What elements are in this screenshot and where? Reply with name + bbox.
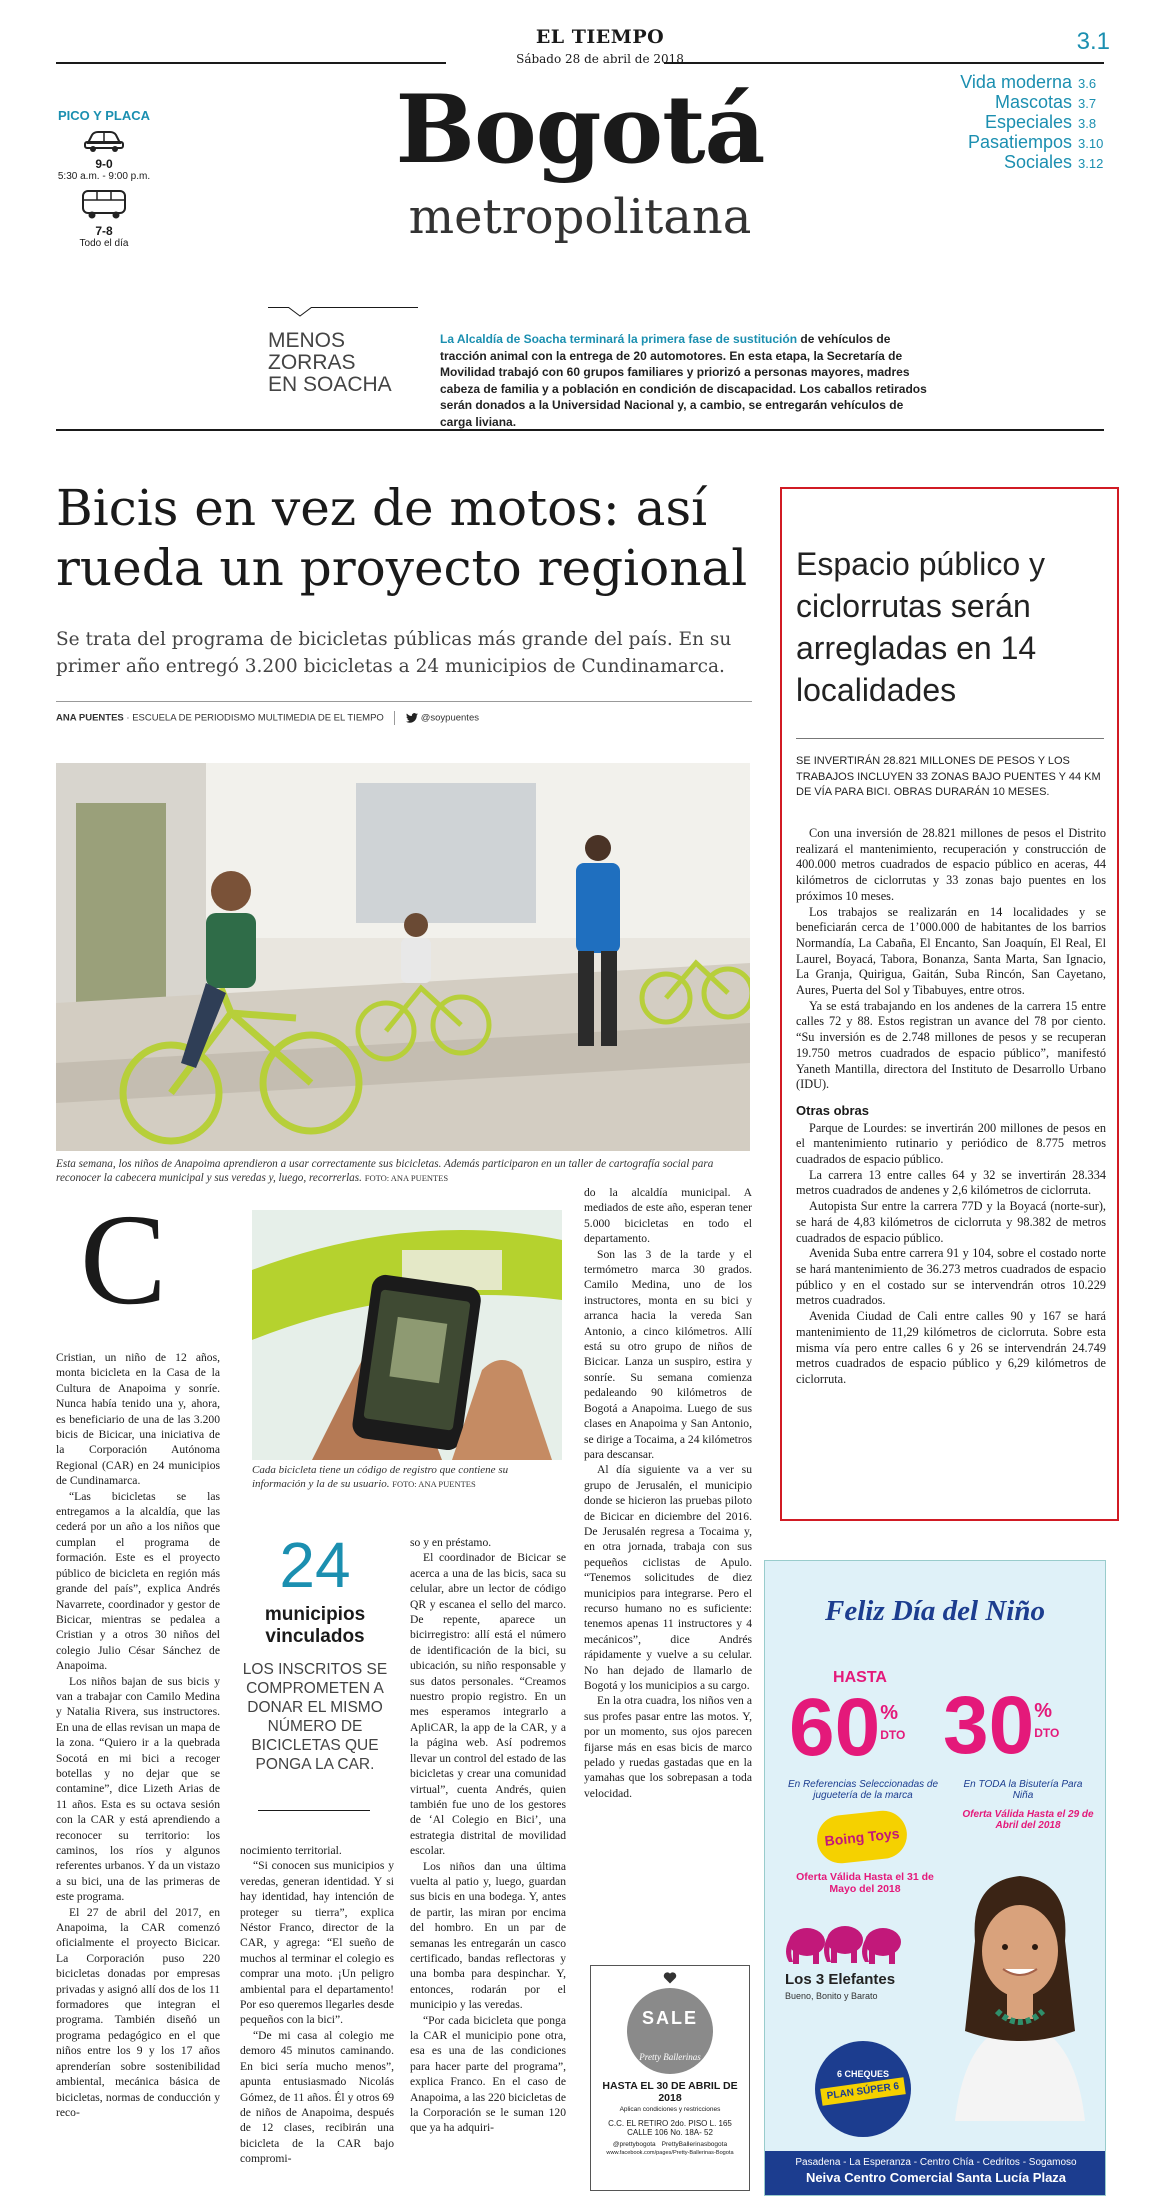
teaser-lead: La Alcaldía de Soacha terminará la primera fase de sustitución <box>440 332 798 346</box>
drop-cap: C <box>80 1188 167 1332</box>
nav-item-mascotas[interactable]: Mascotas 3.7 <box>994 92 1097 112</box>
body-column-3: so y en préstamo. El coordinador de Bicicar se acerca a una de las bicis, saca su celular, abre un lector de código QR y escanea el sello del marco. De repente, aparece un bicirregistro: allí está el número de identificación de la bici, su ubicación, su niño responsable y sus datos personales. “Creamos nuestro propio registro. En un mes esperamos integrarlo a ApliCAR, la app de la CAR, y a la página web. Así podremos llevar un control del estado de las bicicletas y crear una comunidad virtual”, cuenta Andrés, quien también fue uno de los gestores de ‘Al Colegio en Bici’, una estrategia distrital de movilidad escolar. Los niños dan una última vuelta al patio y, luego, guardan sus bicis en una bodega. Y, antes de partir, las miran por encima del hombro. En un par de semanas les entregarán un casco certificado, bandas reflectoras y una bomba para despinchar. Y, entonces, rodarán por el municipio y las veredas. “Por cada bicicleta que ponga la CAR el municipio pone otra, esa es una de las condiciones para hacer parte del programa”, explica Franco. En el caso de Anapoima, a las 220 bicicletas de la Corporación se le suman 120 que ya ha adquiri- <box>410 1536 566 2135</box>
ad-left-valid: Oferta Válida Hasta el 31 de Mayo del 2018 <box>796 1871 934 1895</box>
teaser-bottom-rule <box>56 429 1104 431</box>
elefantes-ad[interactable] <box>764 1560 1106 2196</box>
byline-role: · ESCUELA DE PERIODISMO MULTIMEDIA DE EL TIEMPO <box>123 712 384 724</box>
sale-url[interactable]: www.facebook.com/pages/Pretty-Ballerinas-Bogota <box>606 2150 734 2156</box>
ad-right-text: En TODA la Bisutería Para Niña <box>963 1779 1083 1801</box>
elephants-logo <box>785 1916 905 1966</box>
sale-brand: Pretty Ballerinas <box>639 2052 701 2062</box>
sidebar-summary: SE INVERTIRÁN 28.821 MILLONES DE PESOS Y LOS TRABAJOS INCLUYEN 33 ZONAS BAJO PUENTES Y 44 KM DE VÍA PARA BICI. OBRAS DURARÁN 10 MESES. <box>796 755 1101 798</box>
car-icon <box>82 127 126 153</box>
ad-left-text: En Referencias Seleccionadas de juguetería de la marca <box>787 1779 939 1801</box>
inset-photo <box>252 1210 562 1460</box>
byline-rule <box>56 701 752 702</box>
nav-item-especiales[interactable]: Especiales 3.8 <box>984 112 1097 132</box>
sale-address-1: C.C. EL RETIRO 2do. PISO L. 165 <box>608 2119 732 2128</box>
main-photo <box>56 763 750 1151</box>
section-title: Bogotá <box>395 75 765 185</box>
ad-banner: Feliz Día del Niño <box>825 1595 1045 1627</box>
top-rule-right <box>664 62 1104 64</box>
twitter-icon <box>406 713 418 723</box>
byline <box>56 711 756 725</box>
photo-credit: FOTO: ANA PUENTES <box>364 1173 449 1183</box>
body-column-2: nocimiento territorial. “Si conocen sus municipios y veredas, generan identidad. Y si hay identidad, hay intención de proteger su tierra”, explica Néstor Franco, director de la CAR, y agrega: “El sueño de muchos al terminar el colegio es comprar una moto. ¡Un peligro ambiental para el departamento! Por eso queremos llegarles desde pequeños con la bici”. “De mi casa al colegio me demoro 45 minutos caminando. En bici sería mucho menos”, apunta entusiasmado Nicolás Gómez, de 11 años. Él y otros 69 de niños de Anapoima, después de 12 clases, recibirán una bicicleta de la CAR bajo compromi- <box>240 1844 394 2166</box>
instagram-handle[interactable]: @prettybogota <box>612 2141 656 2148</box>
top-rule-left <box>56 62 446 64</box>
ad-store-tagline: Bueno, Bonito y Barato <box>785 1991 878 2001</box>
car-digits: 9-0 <box>95 157 113 171</box>
teaser-notch <box>288 307 312 317</box>
sidebar-subhead: Otras obras <box>796 1102 869 1118</box>
byline-author: ANA PUENTES <box>56 712 124 724</box>
facebook-handle[interactable]: PrettyBallerinasbogota <box>661 2141 728 2148</box>
byline-handle[interactable]: @soypuentes <box>420 712 479 724</box>
teaser-text: La Alcaldía de Soacha terminará la primera fase de sustitución de vehículos de tracción animal con la entrega de 20 automotores. En esta etapa, la Secretaría de Movilidad trabajó con 60 grupos familiares y priorizó a personas mayores, madres cabeza de familia y a población en condición de discapacidad. Los caballos retirados serán donados a la Universidad Nacional y, a cambio, se entregarán vehículos de carga liviana. <box>440 332 927 429</box>
nav-item-pasatiempos[interactable]: Pasatiempos 3.10 <box>967 132 1104 152</box>
bus-hours: Todo el día <box>79 238 129 249</box>
sale-conditions: Aplican condiciones y restricciones <box>619 2106 721 2113</box>
car-hours: 5:30 a.m. - 9:00 p.m. <box>57 171 151 182</box>
stat-number: 24 <box>279 1529 351 1601</box>
main-headline: Bicis en vez de motos: así rueda un proyecto regional <box>56 479 748 597</box>
body-column-4: do la alcaldía municipal. A mediados de este año, esperan tener 5.000 bicicletas en todo el departamento. Son las 3 de la tarde y el termómetro marca 30 grados. Camilo Medina, uno de los instructores, monta en su bici y arranca hacia la vereda San Antonio, a cinco kilómetros. Allí está su otro grupo de niños de Bicicar. Lanza un suspiro, estira y sonríe. Su semana comienza pedaleando 90 kilómetros de Bogotá a Anapoima. Luego de sus clases en Anapoima y San Antonio, se dirige a Tocaima, a 24 kilómetros para descansar. Al día siguiente va a ver su grupo de Jerusalén, el municipio donde se hicieron las pruebas piloto de Bicicar en diciembre del 2016. De Jerusalén regresa a Tocaima y, en otra jornada, trabaja con sus pequeños ciclistas de Apulo. “Tenemos solicitudes de diez municipios para integrarse. Pero el recurso humano no es suficiente: tenemos apenas 11 instructores y 4 mecánicos”, dice Andrés rápidamente y vuelve a su celular. No han dejado de llamarlo de Bogotá y los municipios a su cargo. En la otra cuadra, los niños ven a sus profes pasar entre las motos. Y, por un momento, sus ojos parecen fijarse más en esas bicis de marco pelado y ruedas gastadas que en la yamahas que los sobrepasan a toda velocidad. <box>584 1186 753 1800</box>
sale-word: SALE <box>627 1988 713 2074</box>
main-deck: Se trata del programa de bicicletas públicas más grande del país. En su primer año entregó 3.200 bicicletas a 24 municipios de Cundinamarca. <box>56 629 732 677</box>
pico-placa-box <box>56 108 152 249</box>
nav-item-sociales[interactable]: Sociales 3.12 <box>1003 152 1104 172</box>
pico-placa-title: PICO Y PLACA <box>58 108 150 123</box>
page-number: 3.1 <box>1076 28 1110 55</box>
sidebar-rule <box>796 738 1104 739</box>
stat-text: LOS INSCRITOS SE COMPROMETEN A DONAR EL MISMO NÚMERO DE BICICLETAS QUE PONGA LA CAR. <box>242 1661 388 1773</box>
sale-social <box>591 2141 749 2148</box>
ad-left-hasta: HASTA <box>833 1669 887 1686</box>
nav-item-vida-moderna[interactable]: Vida moderna 3.6 <box>960 72 1097 92</box>
sidebar-headline: Espacio público y ciclorrutas serán arregladas en 14 localidades <box>796 546 1046 708</box>
inset-caption: Cada bicicleta tiene un código de registro que contiene su información y la de su usuario. FOTO: ANA PUENTES <box>252 1464 509 1490</box>
ad-right-percent: 30% DTO <box>943 1680 1060 1771</box>
ad-left-percent: 60% DTO <box>789 1682 906 1773</box>
body-column-1: Cristian, un niño de 12 años, monta bicicleta en la Casa de la Cultura de Anapoima y sonríe. Nunca había tenido una y, ahora, es beneficiario de una de las 3.200 bicis de Bicicar, una iniciativa de la Corporación Autónoma Regional (CAR) en 24 municipios de Cundinamarca. “Las bicicletas se las entregamos a la alcaldía, que las cederá por un año a los niños que cumplan el programa de formación. Este es el proyecto público de bicicleta en región más grande del país”, explica Andrés Navarrete, coordinador y gestor de Bicicar, mientras se pedalea a Cristian y a otros 30 niños del colegio Julio César Sánchez de Anapoima. Los niños bajan de sus bicis y van a trabajar con Camilo Medina y Natalia Rivera, sus instructores. En una de ellas revisan un mapa de la zona. “Quiero ir a la quebrada Socotá en mi bici a recoger botellas y no dejar que se contamine”, dice Lizeth Arias de 11 años. Esta es su octava sesión con la CAR y está aprendiendo a reconocer su territorio: los caminos, los ríos y algunos referentes urbanos. Y da un vistazo a su bici, una de las primeras de este programa. El 27 de abril del 2017, en Anapoima, la CAR comenzó oficialmente el proyecto Bicicar. La Corporación puso 220 bicicletas donadas por empresas privadas y asignó allí dos de los 11 formadores que integran el programa. También diseñó un programa pedagógico en el que niños entre los 9 y los 17 años aprenderían sobre sostenibilidad ambiental, mecánica básica de bicicletas, normas de conducción y reco- <box>56 1351 220 2119</box>
ad-footer: Pasadena - La Esperanza - Centro Chía - Cedritos - Sogamoso Neiva Centro Comercial Santa Lucía Plaza <box>765 2151 1106 2196</box>
section-subtitle: metropolitana <box>408 189 752 245</box>
issue-date: Sábado 28 de abril de 2018 <box>516 52 684 66</box>
heart-icon <box>663 1972 677 1984</box>
bus-icon <box>79 188 129 220</box>
ad-left-brand: Boing Toys <box>815 1808 910 1865</box>
sale-address-2: CALLE 106 No. 18A- 52 <box>627 2128 713 2137</box>
paper-name: EL TIEMPO <box>535 26 665 48</box>
plan-super-6-badge: 6 CHEQUES PLAN SÚPER 6 <box>815 2041 911 2137</box>
ad-store-name: Los 3 Elefantes <box>785 1971 896 1988</box>
sidebar-body: Con una inversión de 28.821 millones de pesos el Distrito realizará el mantenimiento, recuperación y construcción de 400.000 metros cuadrados de espacio público en aceras, 44 kilómetros de ciclorrutas y 33 zonas bajo puentes en los próximos 10 meses. Los trabajos se realizarán en 14 localidades y se beneficiarán cerca de 1’000.000 de habitantes de los barrios Normandía, La Cabaña, El Encanto, San Joaquín, El Real, El Laurel, Boyacá, Tabora, Bonanza, Santa Marta, San Ignacio, La Granja, Quirigua, Gaitán, Suba Rincón, San Cayetano, Aures, Puerta del Sol y Tibabuyes, entre otros. Ya se está trabajando en los andenes de la carrera 15 entre calles 72 y 88. Estos registran un avance del 78 por ciento. “Su inversión es de 2.748 millones de pesos y se recuperan 19.750 metros cuadrados de espacio público”, manifestó Yaneth Mantilla, directora del Instituto de Desarrollo Urbano (IDU). Otras obras Parque de Lourdes: se invertirán 200 millones de pesos en el mantenimiento rutinario y periódico de 8.775 metros cuadrados de espacio público. La carrera 13 entre calles 64 y 32 se invertirán 28.334 metros cuadrados de andenes y 2,6 kilómetros de ciclorruta. Autopista Sur entre la carrera 77D y la Boyacá (norte-sur), se hará de 4,83 kilómetros de ciclorruta y 98.382 de metros cuadrados de espacio público. Avenida Suba entre carrera 91 y 104, sobre el costado norte se hará mantenimiento de 36.273 metros cuadrados de espacio público y en el costado sur se intervendrán otros 10.229 metros cuadrados. Avenida Ciudad de Cali entre calles 90 y 167 se hará mantenimiento de 11,29 kilómetros de ciclorruta. Sobre esta misma vía pero entre calles 6 y 26 se intervendrán 24.749 metros cuadrados de espacio público y 6,29 kilómetros de ciclorruta. <box>796 826 1106 1386</box>
sale-ad[interactable] <box>590 1965 750 2191</box>
byline-separator <box>394 711 395 725</box>
stat-rule <box>258 1810 370 1811</box>
bus-digits: 7-8 <box>95 224 113 238</box>
ad-right-valid: Oferta Válida Hasta el 29 de Abril del 2018 <box>962 1809 1094 1831</box>
stat-label: municipios vinculados <box>264 1604 366 1647</box>
girl-photo <box>935 1861 1105 2121</box>
sale-date: HASTA EL 30 DE ABRIL DE 2018 <box>602 2080 738 2104</box>
section-index <box>880 72 1104 172</box>
inset-credit: FOTO: ANA PUENTES <box>392 1478 476 1489</box>
photo-caption: Esta semana, los niños de Anapoima aprendieron a usar correctamente sus bicicletas. Además participaron en un taller de cartografía social para reconocer la cabecera municipal y sus veredas y, luego, recorrerlas. FOTO: ANA PUENTES <box>56 1158 714 1184</box>
teaser-kicker: MENOS ZORRAS EN SOACHA <box>268 329 392 396</box>
